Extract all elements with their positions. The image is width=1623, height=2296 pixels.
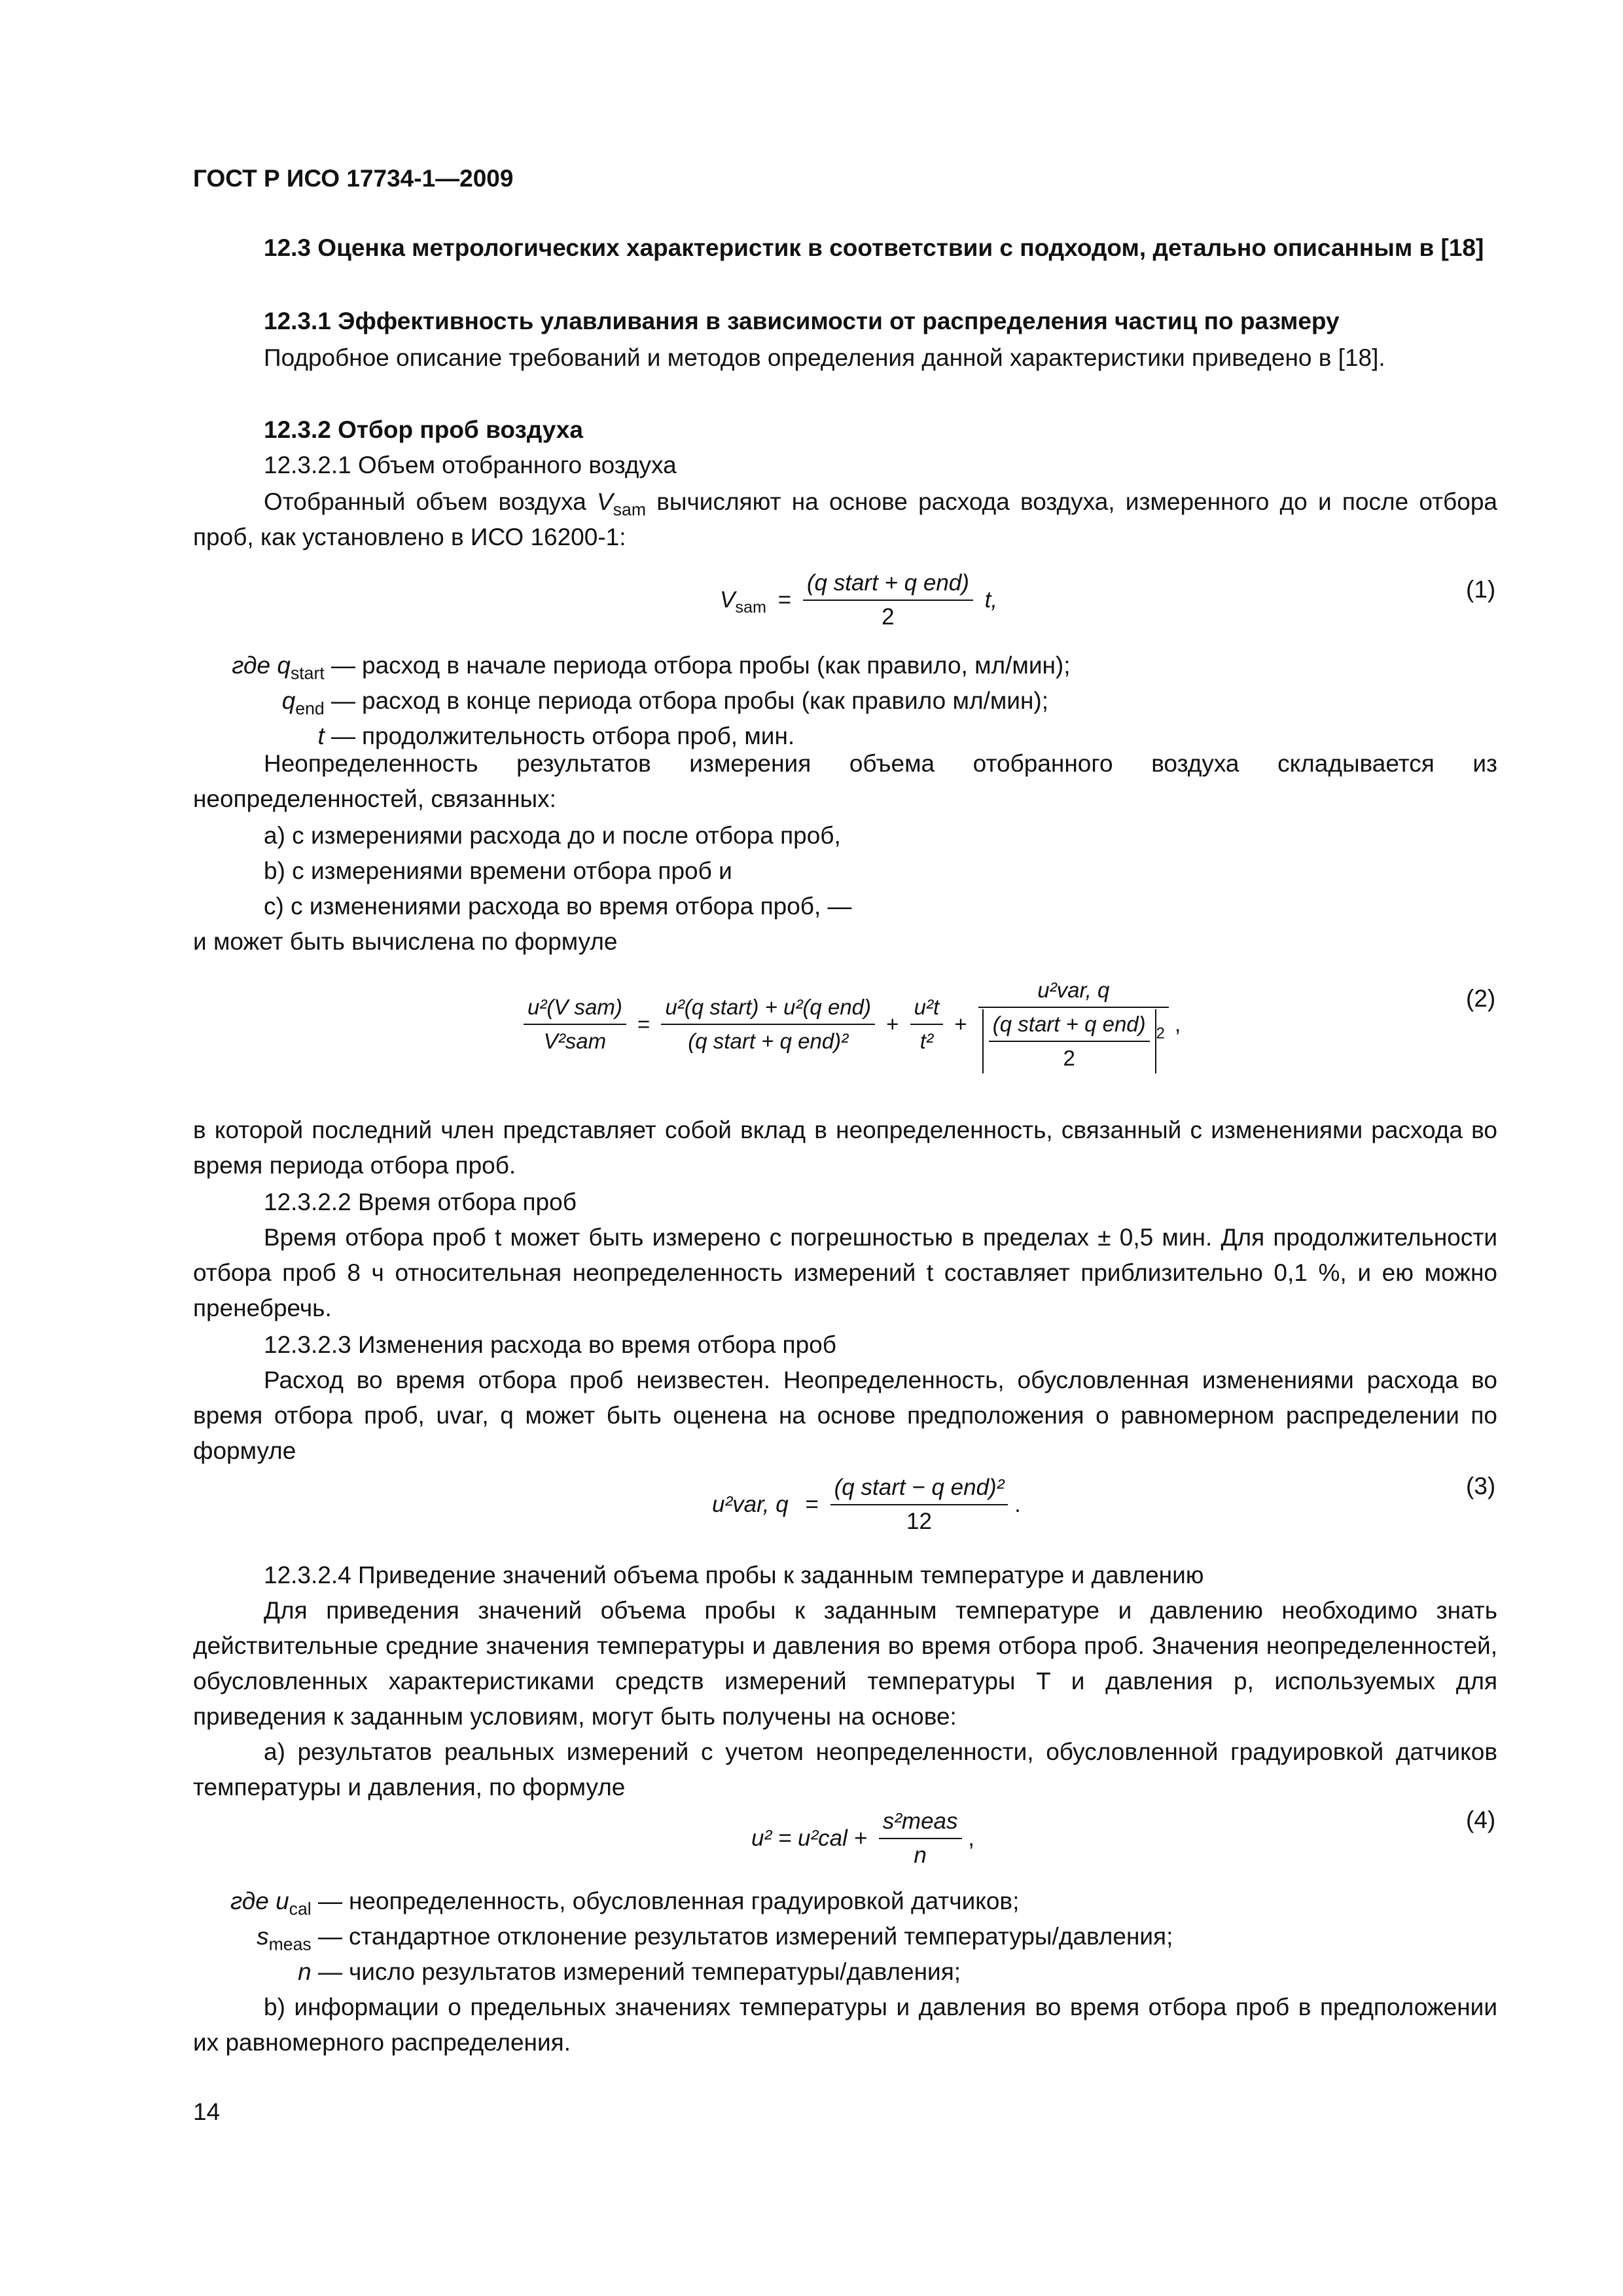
eq2-term2-denominator: t² [919, 1029, 933, 1053]
eq3-period: . [1014, 1492, 1021, 1517]
where-symbol: t [317, 723, 325, 749]
equation-2 [524, 975, 1181, 1073]
eq2-lhs-fraction [524, 992, 626, 1056]
where-symbol: q [281, 687, 296, 714]
where-symbol: где q [232, 652, 291, 679]
where-text: продолжительность отбора проб, мин. [362, 723, 795, 749]
equation-2-number: (2) [1466, 985, 1496, 1012]
where-symbol: где u [230, 1888, 289, 1914]
section-12-3-heading: 12.3 Оценка метрологических характеристик в соответствии с подходом, детально описанным в [18] [264, 234, 1484, 261]
section-12-3-2-3-heading: 12.3.2.3 Изменения расхода во время отбора проб [264, 1331, 836, 1358]
where-item [193, 683, 1497, 719]
paragraph-last-term: в которой последний член представляет собой вклад в неопределенность, связанный с изменениями расхода во время периода отбора проб. [193, 1117, 1497, 1179]
eq4-lhs: u² = u²cal + [751, 1825, 868, 1851]
eq2-term1 [661, 992, 875, 1056]
eq2-term3 [978, 975, 1169, 1073]
section-12-3-2-4-heading: 12.3.2.4 Приведение значений объема пробы к заданным температуре и давлению [264, 1562, 1204, 1588]
where-text: стандартное отклонение результатов измерений температуры/давления; [349, 1923, 1173, 1950]
where-symbol-sub: cal [289, 1899, 312, 1919]
eq2-lhs-denominator: V²sam [543, 1029, 607, 1053]
eq2-term1-numerator: u²(q start) + u²(q end) [661, 992, 875, 1025]
section-12-3-2-2-heading: 12.3.2.2 Время отбора проб [264, 1189, 577, 1215]
equation-1 [720, 568, 1003, 632]
where-symbol-sub: start [290, 663, 325, 683]
section-12-3-2-1-heading: 12.3.2.1 Объем отобранного воздуха [264, 452, 677, 478]
section-12-3-2-heading: 12.3.2 Отбор проб воздуха [264, 416, 583, 443]
eq4-denominator: n [914, 1842, 927, 1868]
eq2-inner-fraction [989, 1009, 1150, 1073]
where-text: неопределенность, обусловленная градуировкой датчиков; [349, 1888, 1020, 1914]
where-text: расход в начале периода отбора пробы (как правило, мл/мин); [362, 652, 1071, 679]
paragraph-uncertainty-sources: Неопределенность результатов измерения объема отобранного воздуха складывается из неопределенностей, связанных: [193, 750, 1497, 812]
section-12-3-1-heading: 12.3.1 Эффективность улавливания в зависимости от распределения частиц по размеру [264, 308, 1340, 334]
eq1-lhs: V [720, 587, 736, 613]
symbol-V-sub: sam [613, 499, 647, 520]
equation-1-number: (1) [1466, 576, 1496, 603]
where-symbol-sub: meas [268, 1934, 312, 1954]
eq1-tail: t, [984, 587, 998, 613]
eq3-equals: = [805, 1492, 819, 1517]
eq2-term2-numerator: u²t [910, 992, 944, 1025]
equation-3-number: (3) [1466, 1473, 1496, 1499]
where-dash: — [311, 1923, 342, 1950]
eq3-denominator: 12 [906, 1509, 932, 1534]
eq2-term1-denominator: (q start + q end)² [688, 1029, 849, 1053]
eq2-inner-numerator: (q start + q end) [989, 1009, 1150, 1042]
where-list-1 [193, 648, 1497, 754]
eq3-numerator: (q start − q end)² [830, 1473, 1008, 1505]
equation-3 [707, 1473, 1021, 1537]
eq2-lhs-numerator: u²(V sam) [524, 992, 626, 1025]
eq2-plus-1: + [886, 1012, 899, 1036]
where-symbol: s [257, 1923, 269, 1950]
eq1-equals: = [777, 587, 792, 613]
where-item [193, 1884, 1497, 1919]
eq2-comma: , [1175, 1012, 1181, 1036]
where-item [193, 648, 1497, 683]
paragraph-reduction-conditions: Для приведения значений объема пробы к заданным температуре и давлению необходимо знать действительные средние значения температуры и давления во время отбора проб. Значения неопределенностей, обусловленных характеристиками средств измерений температуры T и давления p, используемых для приведения к заданным условиям, могут быть получены на основе: [193, 1597, 1497, 1730]
section-12-3-1-body: Подробное описание требований и методов определения данной характеристики приведено в [18]. [264, 344, 1385, 371]
eq2-equals: = [637, 1012, 651, 1036]
where-item [193, 1919, 1497, 1954]
list-item-2b: b) информации о предельных значениях температуры и давления во время отбора проб в предположении их равномерного распределения. [193, 1994, 1497, 2056]
list-item-c: c) с изменениями расхода во время отбора проб, — [264, 893, 852, 920]
eq2-term3-denominator [978, 1008, 1169, 1073]
symbol-V: V [597, 488, 613, 515]
equation-4-number: (4) [1466, 1806, 1496, 1833]
p1-part2: вычисляют на основе расхода воздуха, измеренного до и после отбора проб, как установлено в ИСО 16200-1: [193, 488, 1497, 550]
eq2-term3-numerator: u²var, q [978, 975, 1169, 1008]
where-symbol-sub: end [295, 698, 325, 719]
eq1-fraction [803, 568, 973, 632]
paragraph-sampling-time: Время отбора проб t может быть измерено с погрешностью в пределах ± 0,5 мин. Для продолжительности отбора проб 8 ч относительная неопределенность измерений t составляет приблизительно 0,1 %, и ею можно пренебречь. [193, 1224, 1497, 1321]
eq2-square: 2 [1156, 1024, 1165, 1043]
eq4-comma: , [968, 1825, 974, 1851]
eq2-plus-2: + [954, 1012, 967, 1036]
eq4-numerator: s²meas [879, 1806, 962, 1839]
list-item-b: b) с измерениями времени отбора проб и [264, 857, 732, 884]
paragraph-flow-variation: Расход во время отбора проб неизвестен. Неопределенность, обусловленная изменениями расхода во время отбора проб, uvar, q может быть оценена на основе предположения о равномерном распределении по формуле [193, 1367, 1497, 1464]
eq3-fraction [830, 1473, 1008, 1537]
eq1-numerator: (q start + q end) [803, 568, 973, 601]
p1-part1: Отобранный объем воздуха [264, 488, 597, 515]
eq3-lhs: u²var, q [712, 1492, 789, 1517]
list-item-2a: a) результатов реальных измерений с учетом неопределенности, обусловленной градуировкой датчиков температуры и давления, по формуле [193, 1738, 1497, 1801]
where-dash: — [324, 723, 355, 749]
document-header: ГОСТ Р ИСО 17734-1—2009 [193, 165, 514, 192]
page-number: 14 [193, 2098, 221, 2125]
where-dash: — [324, 687, 355, 714]
paragraph-formula-intro: и может быть вычислена по формуле [193, 928, 618, 955]
where-symbol: n [298, 1958, 312, 1985]
where-dash: — [311, 1888, 342, 1914]
list-item-a: a) с измерениями расхода до и после отбора проб, [264, 822, 841, 849]
eq2-inner-denominator: 2 [1063, 1046, 1075, 1070]
where-item [193, 1954, 1497, 1990]
eq1-denominator: 2 [882, 604, 895, 630]
where-list-2 [193, 1884, 1497, 1990]
eq2-bracket [982, 1009, 1156, 1073]
where-dash: — [311, 1958, 342, 1985]
eq4-fraction [879, 1806, 962, 1871]
eq2-term2 [910, 992, 944, 1056]
where-text: число результатов измерений температуры/давления; [349, 1958, 961, 1985]
eq1-lhs-sub: sam [735, 598, 766, 617]
where-text: расход в конце периода отбора пробы (как правило мл/мин); [362, 687, 1048, 714]
equation-4 [746, 1806, 974, 1871]
where-dash: — [324, 652, 355, 679]
paragraph-sampled-volume [193, 484, 1497, 555]
